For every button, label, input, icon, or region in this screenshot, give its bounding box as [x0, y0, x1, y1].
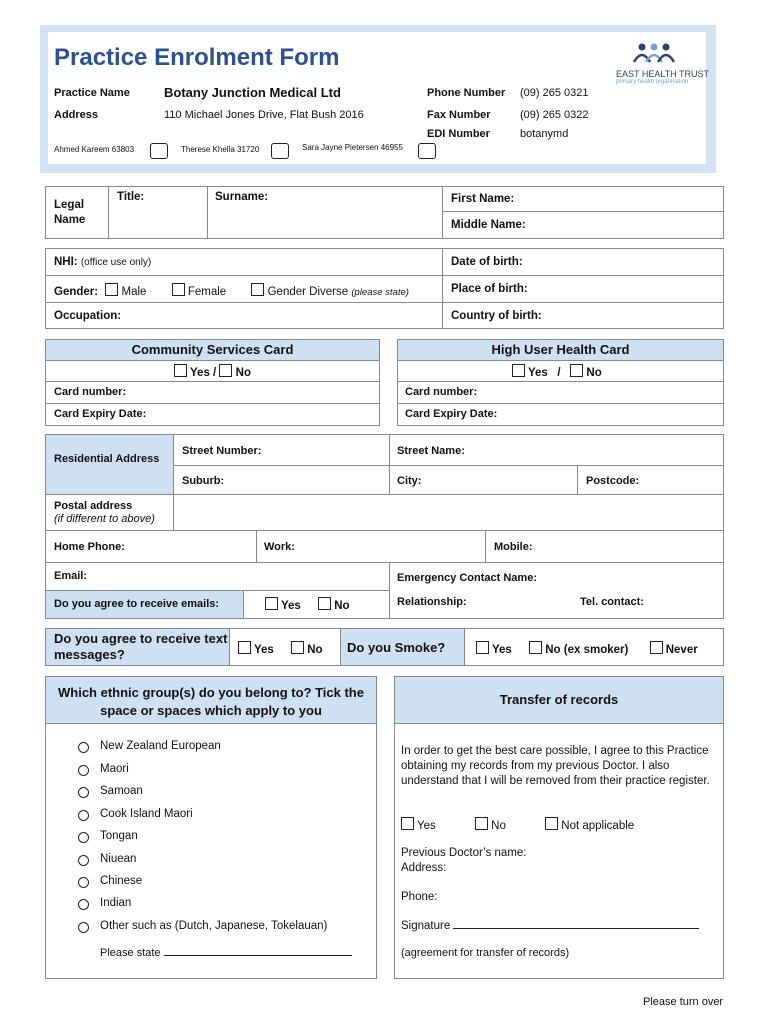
fax-label: Fax Number: [427, 109, 491, 121]
email-consent-options: Yes No: [265, 597, 350, 612]
previous-phone-field[interactable]: Phone:: [401, 891, 438, 903]
transfer-no-checkbox[interactable]: [475, 817, 488, 830]
csc-no-checkbox[interactable]: [219, 364, 232, 377]
doctor-label: Therese Khella 31720: [181, 145, 260, 154]
text-no-checkbox[interactable]: [291, 641, 304, 654]
divider: [243, 590, 244, 619]
agree-emails-label: Do you agree to receive emails:: [54, 598, 220, 610]
edi-value: botanymd: [520, 128, 569, 140]
ethnic-option-label: Tongan: [100, 830, 138, 842]
ethnic-option-label: Maori: [100, 763, 129, 775]
ethnic-option-radio[interactable]: [78, 787, 89, 798]
huhc-card-number[interactable]: Card number:: [405, 386, 478, 398]
nhi-field[interactable]: NHI: (office use only): [54, 256, 152, 268]
divider: [256, 530, 257, 562]
please-turn-over: Please turn over: [643, 996, 724, 1008]
practice-name-label: Practice Name: [54, 87, 130, 99]
relationship-field[interactable]: Relationship:: [397, 596, 467, 608]
emergency-contact-field[interactable]: Emergency Contact Name:: [397, 572, 537, 584]
logo-text: EAST HEALTH TRUST: [616, 69, 710, 79]
residential-label: Residential Address: [54, 453, 160, 465]
ethnic-option-label: New Zealand European: [100, 740, 221, 752]
male-checkbox[interactable]: [105, 283, 118, 296]
logo-subtext: primary health organisation: [616, 79, 689, 85]
work-phone-field[interactable]: Work:: [264, 541, 295, 553]
ethnic-option-label: Chinese: [100, 875, 143, 887]
csc-title: Community Services Card: [131, 342, 294, 357]
postal-address-note: (if different to above): [54, 513, 155, 525]
previous-address-field[interactable]: Address:: [401, 862, 447, 874]
divider: [397, 403, 724, 404]
ethnic-option-radio[interactable]: [78, 877, 89, 888]
occupation-field[interactable]: Occupation:: [54, 310, 122, 322]
divider: [45, 302, 724, 303]
divider: [464, 628, 465, 666]
smoke-yes-checkbox[interactable]: [476, 641, 489, 654]
csc-yes-checkbox[interactable]: [174, 364, 187, 377]
transfer-options: Yes No Not applicable: [401, 817, 634, 832]
fax-value: (09) 265 0322: [520, 109, 589, 121]
smoke-question: Do you Smoke?: [347, 640, 446, 655]
ethnic-option-radio[interactable]: [78, 855, 89, 866]
transfer-body: In order to get the best care possible, I agree to this Practice obtaining my records from my previous Doctor. I also understand that I will be removed from their practice register.: [401, 745, 710, 787]
divider: [45, 403, 380, 404]
city-field[interactable]: City:: [397, 475, 422, 487]
address-label: Address: [54, 109, 99, 121]
huhc-yes-no: Yes / No: [512, 364, 602, 379]
divider: [389, 562, 390, 619]
previous-doctor-field[interactable]: Previous Doctor’s name:: [401, 847, 527, 859]
ethnic-option-label: Cook Island Maori: [100, 808, 193, 820]
divider: [45, 275, 724, 276]
divider: [173, 465, 724, 466]
signature-field[interactable]: Signature: [401, 920, 699, 932]
gender-diverse-checkbox[interactable]: [251, 283, 264, 296]
ethnic-option-radio[interactable]: [78, 810, 89, 821]
ethnic-option-radio[interactable]: [78, 832, 89, 843]
home-phone-field[interactable]: Home Phone:: [54, 541, 125, 553]
divider: [45, 723, 377, 724]
csc-yes-no: Yes / No: [46, 364, 379, 379]
legal-name-label: Legal Name: [54, 199, 86, 226]
text-consent-options: Yes No: [238, 641, 323, 656]
ethnic-option-label: Samoan: [100, 785, 143, 797]
divider: [108, 186, 109, 239]
divider: [442, 211, 724, 212]
legal-name-section: [45, 186, 724, 239]
form-title: Practice Enrolment Form: [54, 44, 340, 71]
divider: [45, 530, 724, 531]
postcode-field[interactable]: Postcode:: [586, 475, 640, 487]
edi-label: EDI Number: [427, 128, 490, 140]
middle-name-field[interactable]: Middle Name:: [451, 219, 526, 231]
email-field[interactable]: Email:: [54, 570, 88, 582]
transfer-title: Transfer of records: [499, 692, 619, 707]
east-health-trust-logo: [616, 42, 710, 85]
please-state-field[interactable]: Please state: [100, 947, 352, 959]
divider: [394, 723, 724, 724]
text-messages-question: Do you agree to receive text messages?: [54, 631, 228, 662]
ethnic-option-radio[interactable]: [78, 765, 89, 776]
gender-row: Gender: Male Female Gender Diverse (please state): [54, 283, 409, 298]
suburb-field[interactable]: Suburb:: [182, 475, 225, 487]
tel-contact-field[interactable]: Tel. contact:: [580, 596, 644, 608]
transfer-agreement-note: (agreement for transfer of records): [401, 947, 570, 959]
text-yes-checkbox[interactable]: [238, 641, 251, 654]
divider: [397, 360, 724, 361]
street-name-field[interactable]: Street Name:: [397, 445, 465, 457]
title-field[interactable]: Title:: [117, 191, 145, 203]
doctor-label: Sara Jayne Pietersen 46955: [302, 143, 403, 152]
surname-field[interactable]: Surname:: [215, 191, 269, 203]
divider: [45, 562, 724, 563]
divider: [45, 494, 724, 495]
divider: [485, 530, 486, 562]
divider: [389, 434, 390, 494]
transfer-na-checkbox[interactable]: [545, 817, 558, 830]
divider: [442, 248, 443, 329]
csc-card-number[interactable]: Card number:: [54, 386, 127, 398]
postal-address-label: Postal address: [54, 500, 133, 512]
huhc-title: High User Health Card: [491, 342, 630, 357]
divider: [442, 186, 443, 239]
email-no-checkbox[interactable]: [318, 597, 331, 610]
doctor-checkbox[interactable]: [150, 143, 168, 159]
dob-field[interactable]: Date of birth:: [451, 256, 523, 268]
divider: [45, 360, 380, 361]
divider: [397, 381, 724, 382]
divider: [45, 381, 380, 382]
ethnic-option-label: Other such as (Dutch, Japanese, Tokelauan): [100, 920, 328, 932]
pob-field[interactable]: Place of birth:: [451, 283, 528, 295]
ethnic-option-radio[interactable]: [78, 922, 89, 933]
female-checkbox[interactable]: [172, 283, 185, 296]
smoke-ex-checkbox[interactable]: [529, 641, 542, 654]
phone-label: Phone Number: [427, 87, 506, 99]
huhc-yes-checkbox[interactable]: [512, 364, 525, 377]
csc-card-expiry[interactable]: Card Expiry Date:: [54, 408, 147, 420]
smoke-options: Yes No (ex smoker) Never: [476, 641, 698, 656]
huhc-card-expiry[interactable]: Card Expiry Date:: [405, 408, 498, 420]
mobile-field[interactable]: Mobile:: [494, 541, 533, 553]
phone-value: (09) 265 0321: [520, 87, 589, 99]
address-value: 110 Michael Jones Drive, Flat Bush 2016: [164, 109, 364, 121]
transfer-yes-checkbox[interactable]: [401, 817, 414, 830]
ethnic-option-label: Indian: [100, 897, 132, 909]
ethnic-option-radio[interactable]: [78, 899, 89, 910]
ethnic-title: Which ethnic group(s) do you belong to? Tick the space or spaces which apply to you: [58, 685, 364, 718]
ethnic-option-radio[interactable]: [78, 742, 89, 753]
divider: [207, 186, 208, 239]
divider: [577, 465, 578, 494]
huhc-no-checkbox[interactable]: [570, 364, 583, 377]
practice-name-value: Botany Junction Medical Ltd: [164, 85, 341, 100]
divider: [340, 628, 341, 666]
doctor-checkbox[interactable]: [418, 143, 436, 159]
email-yes-checkbox[interactable]: [265, 597, 278, 610]
first-name-field[interactable]: First Name:: [451, 193, 515, 205]
divider: [173, 434, 174, 530]
doctor-checkbox[interactable]: [271, 143, 289, 159]
street-number-field[interactable]: Street Number:: [182, 445, 262, 457]
ethnic-option-label: Niuean: [100, 853, 137, 865]
smoke-never-checkbox[interactable]: [650, 641, 663, 654]
doctor-label: Ahmed Kareem 63803: [54, 145, 135, 154]
cob-field[interactable]: Country of birth:: [451, 310, 542, 322]
